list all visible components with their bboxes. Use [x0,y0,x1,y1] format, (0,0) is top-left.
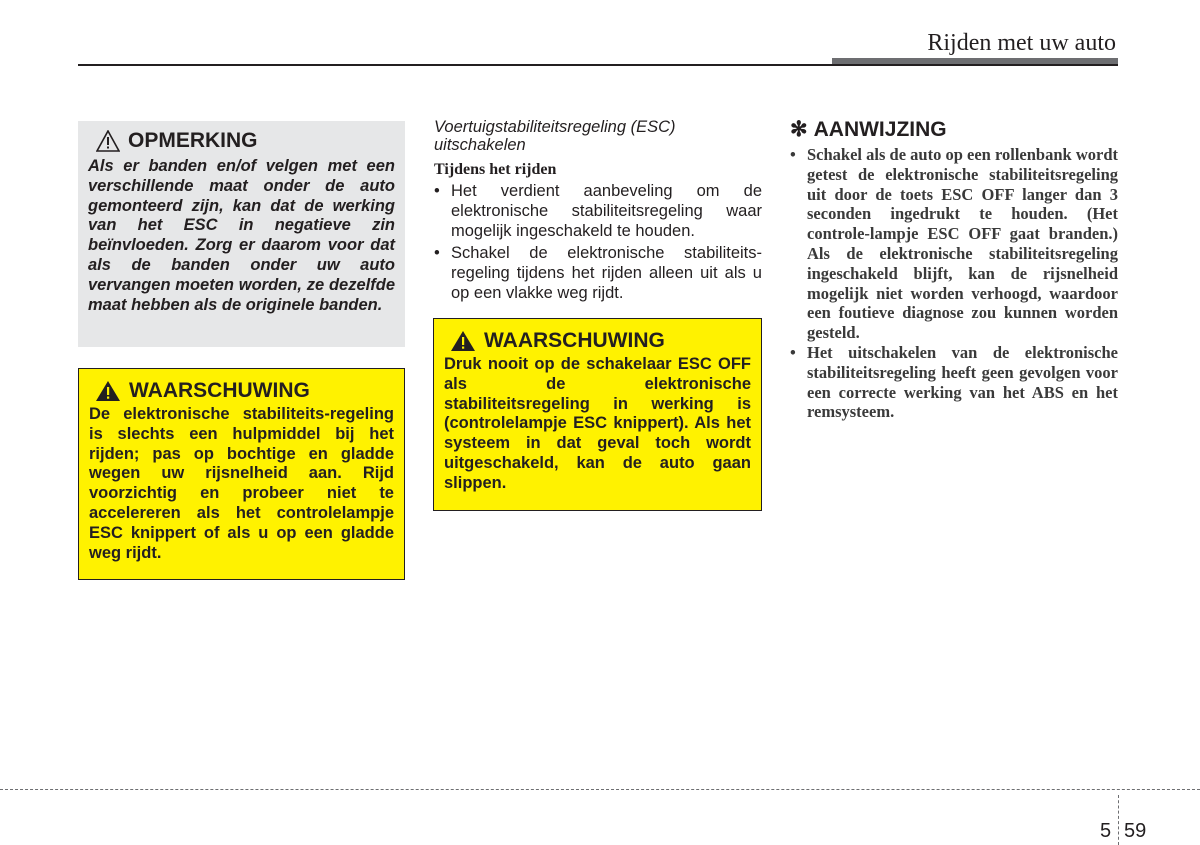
warning-left-title-row [95,379,394,403]
warning-triangle-icon [95,380,121,402]
hint-title: AANWIJZING [813,117,947,141]
section-bullet-text: Schakel de elektronische stabiliteits-regeling tijdens het rijden alleen uit als u op een vlakke weg rijdt. [451,244,762,302]
bullet-dot-icon: • [790,145,796,164]
section-bullet-item [434,244,762,303]
hint-text: Het uitschakelen van de elektronische stabiliteitsregeling heeft geen gevolgen voor een correcte werking van het ABS en het remsysteem. [807,342,1118,422]
section-heading: Voertuigstabiliteitsregeling (ESC) uitschakelen [434,118,676,154]
note-box [78,121,405,347]
bullet-dot-icon: • [434,244,440,263]
bullet-dot-icon: • [790,342,796,362]
asterisk-icon: ✻ [790,118,808,141]
note-text: Als er banden en/of velgen met een verschillende maat onder de auto gemonteerd zijn, kan dat de werking van het ESC in negatieve zin beïnvloeden. Zorg er daarom voor dat als de banden onder uw auto vervangen moeten worden, ze dezelfde maat hebben als de originele banden. [88,157,395,314]
warning-left-text: De elektronische stabiliteits-regeling is slechts een hulpmiddel bij het rijden; pas op bochtige en gladde wegen uw rijsnelheid aan. Rijd voorzichtig en probeer niet te accelereren als het controlelampje ESC knippert of als u op een gladde weg rijdt. [89,405,394,562]
hint-item [790,343,1118,422]
section-bullet-item [434,182,762,241]
warning-middle-title: WAARSCHUWING [484,329,665,352]
note-title-row [96,129,395,153]
warning-middle-text: Druk nooit op de schakelaar ESC OFF als de elektronische stabiliteitsregeling in werking is (controlelampje ESC knippert). Als het systeem in dat geval toch wordt uitgeschakeld, kan de auto gaan slippen. [444,355,751,492]
chapter-number: 5 [1100,820,1112,842]
caution-triangle-icon [96,130,120,152]
page-number: 59 [1124,820,1147,842]
hint-text: Schakel als de auto op een rollenbank wordt getest de elektronische stabiliteitsregeling uit door de toets ESC OFF langer dan 3 seconden ingedrukt te houden. (Het controle-lampje ESC OFF gaat branden.) Als de elektronische stabiliteitsregeling ingeschakeld blijft, kan de rijsnelheid mogelijk niet worden verhoogd, waardoor een foutieve diagnose zou kunnen worden gesteld. [807,145,1118,343]
footer-page-divider [1118,795,1119,845]
warning-triangle-icon [450,330,476,352]
footer-dashed-rule [0,789,1200,790]
warning-box-left [78,368,405,580]
section-bullet-text: Het verdient aanbeveling om de elektronische stabiliteitsregeling waar mogelijk ingeschakeld te houden. [451,182,762,240]
page-header-title: Rijden met uw auto [927,30,1116,56]
warning-middle-title-row [450,329,751,353]
section-bullet-list [434,182,762,307]
hint-list [790,145,1118,422]
bullet-dot-icon: • [434,182,440,200]
hint-title-row [790,117,947,142]
warning-left-title: WAARSCHUWING [129,379,310,402]
header-rule [78,64,1118,66]
note-title: OPMERKING [128,129,258,152]
warning-box-middle [433,318,762,511]
hint-item [790,145,1118,343]
section-subheading: Tijdens het rijden [434,161,557,178]
